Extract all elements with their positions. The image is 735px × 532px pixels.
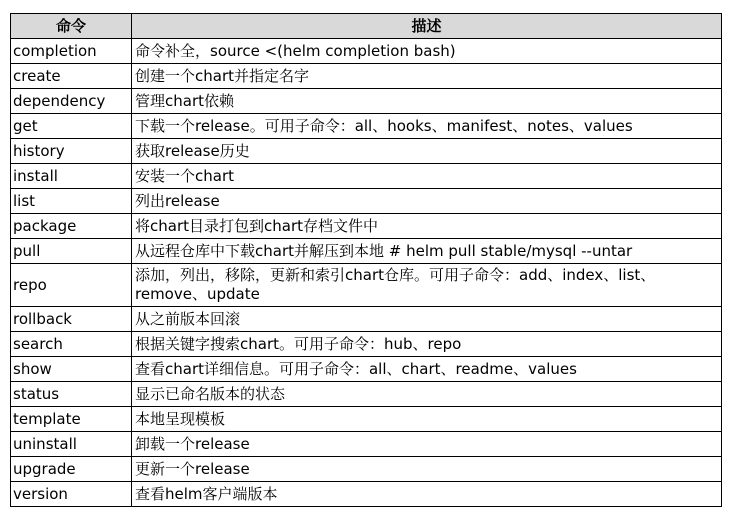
command-cell: show: [11, 357, 132, 382]
table-row: [11, 407, 722, 432]
description-cell: 更新一个release: [132, 457, 722, 482]
command-cell: version: [11, 482, 132, 507]
table-row: [11, 307, 722, 332]
command-cell: create: [11, 64, 132, 89]
table-row: [11, 214, 722, 239]
description-cell: 卸载一个release: [132, 432, 722, 457]
table-row: [11, 114, 722, 139]
description-cell: 从远程仓库中下载chart并解压到本地 # helm pull stable/mysql --untar: [132, 239, 722, 264]
description-cell: 获取release历史: [132, 139, 722, 164]
command-cell: repo: [11, 264, 132, 307]
command-table-container: [10, 13, 722, 507]
description-cell: 查看chart详细信息。可用子命令：all、chart、readme、values: [132, 357, 722, 382]
table-row: [11, 189, 722, 214]
command-cell: search: [11, 332, 132, 357]
description-cell: 本地呈现模板: [132, 407, 722, 432]
table-row: [11, 139, 722, 164]
table-header-row: [11, 14, 722, 39]
description-cell: 根据关键字搜索chart。可用子命令：hub、repo: [132, 332, 722, 357]
table-row: [11, 239, 722, 264]
command-cell: rollback: [11, 307, 132, 332]
description-cell: 从之前版本回滚: [132, 307, 722, 332]
command-cell: list: [11, 189, 132, 214]
table-row: [11, 457, 722, 482]
description-cell: 将chart目录打包到chart存档文件中: [132, 214, 722, 239]
table-row: [11, 89, 722, 114]
table-row: [11, 432, 722, 457]
description-cell: 管理chart依赖: [132, 89, 722, 114]
table-row: [11, 482, 722, 507]
command-cell: get: [11, 114, 132, 139]
command-cell: dependency: [11, 89, 132, 114]
table-row: [11, 64, 722, 89]
description-cell: 列出release: [132, 189, 722, 214]
description-cell: 显示已命名版本的状态: [132, 382, 722, 407]
command-cell: package: [11, 214, 132, 239]
description-cell: 创建一个chart并指定名字: [132, 64, 722, 89]
description-cell: 查看helm客户端版本: [132, 482, 722, 507]
command-cell: uninstall: [11, 432, 132, 457]
command-cell: status: [11, 382, 132, 407]
table-row: [11, 164, 722, 189]
command-cell: install: [11, 164, 132, 189]
command-cell: template: [11, 407, 132, 432]
table-row: [11, 382, 722, 407]
helm-command-table: [10, 13, 722, 507]
table-row: [11, 357, 722, 382]
table-row: [11, 332, 722, 357]
command-cell: pull: [11, 239, 132, 264]
table-row: [11, 264, 722, 307]
header-command: 命令: [11, 14, 132, 39]
header-description: 描述: [132, 14, 722, 39]
description-cell: 添加，列出，移除，更新和索引chart仓库。可用子命令：add、index、list、remove、update: [132, 264, 722, 307]
command-cell: completion: [11, 39, 132, 64]
description-cell: 安装一个chart: [132, 164, 722, 189]
table-row: [11, 39, 722, 64]
description-cell: 命令补全，source <(helm completion bash): [132, 39, 722, 64]
command-cell: history: [11, 139, 132, 164]
command-cell: upgrade: [11, 457, 132, 482]
description-cell: 下载一个release。可用子命令：all、hooks、manifest、notes、values: [132, 114, 722, 139]
